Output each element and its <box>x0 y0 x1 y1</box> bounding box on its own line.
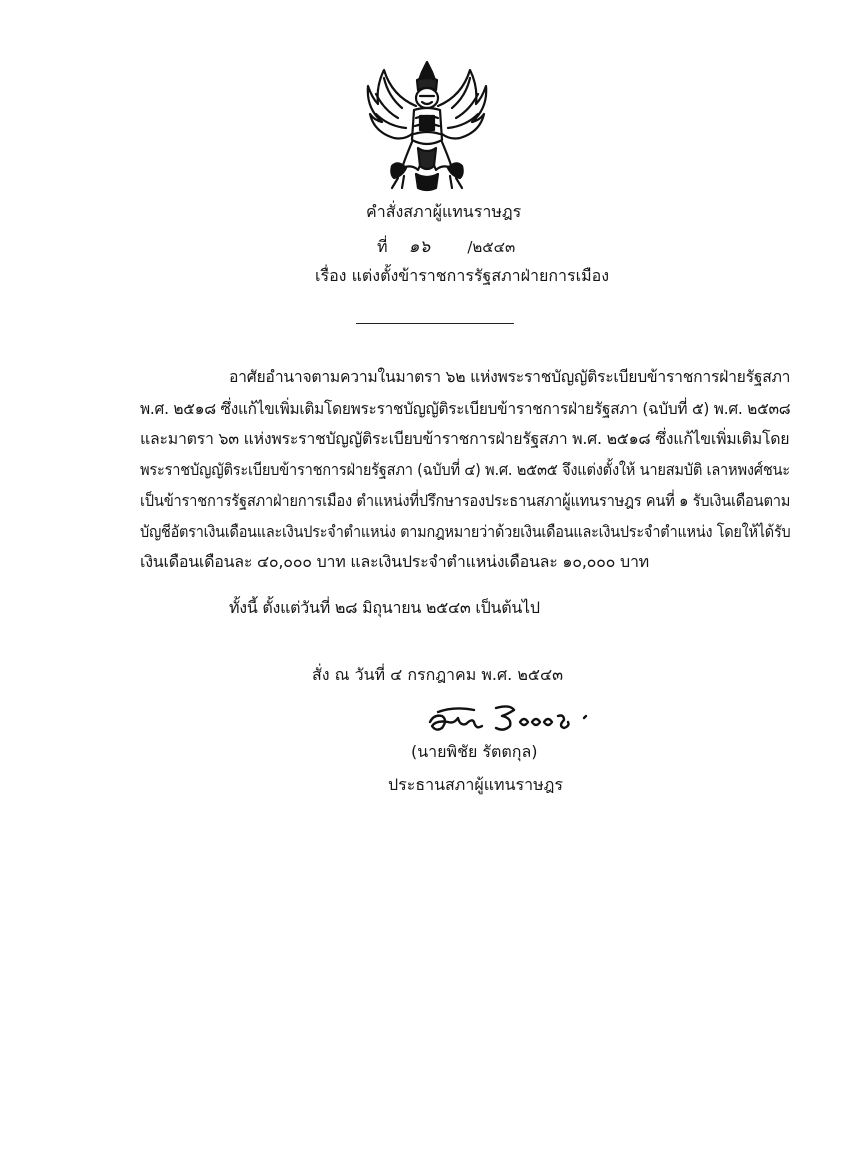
handwritten-signature <box>424 700 594 740</box>
garuda-emblem <box>362 56 492 196</box>
order-year: /๒๕๔๓ <box>467 238 516 256</box>
paragraph-line-3: และมาตรา ๖๓ แห่งพระราชบัญญัติระเบียบข้าราชการฝ่ายรัฐสภา พ.ศ. ๒๕๑๘ ซึ่งแก้ไขเพิ่มเติมโดย <box>140 429 790 448</box>
paragraph-line-7: เงินเดือนเดือนละ ๔๐,๐๐๐ บาท และเงินประจำตำแหน่งเดือนละ ๑๐,๐๐๐ บาท <box>140 552 649 571</box>
order-number: ๑๖ <box>408 237 431 257</box>
order-date: สั่ง ณ วันที่ ๔ กรกฎาคม พ.ศ. ๒๕๔๓ <box>312 665 564 684</box>
paragraph-line-2: พ.ศ. ๒๕๑๘ ซึ่งแก้ไขเพิ่มเติมโดยพระราชบัญญัติระเบียบข้าราชการฝ่ายรัฐสภา (ฉบับที่ ๕) พ.ศ. ๒๕๓๘ <box>140 399 791 418</box>
signatory-name: (นายพิชัย รัตตกุล) <box>411 742 538 761</box>
paragraph-line-5: เป็นข้าราชการรัฐสภาฝ่ายการเมือง ตำแหน่งที่ปรึกษารองประธานสภาผู้แทนราษฎร คนที่ ๑ รับเงินเดือนตาม <box>140 491 791 510</box>
signatory-title: ประธานสภาผู้แทนราษฎร <box>388 775 563 794</box>
paragraph-line-1: อาศัยอำนาจตามความในมาตรา ๖๒ แห่งพระราชบัญญัติระเบียบข้าราชการฝ่ายรัฐสภา <box>229 367 791 386</box>
order-number-line <box>377 236 515 258</box>
header-divider <box>356 323 514 324</box>
document-title: คำสั่งสภาผู้แทนราษฎร <box>366 202 522 221</box>
paragraph-line-6: บัญชีอัตราเงินเดือนและเงินประจำตำแหน่ง ตามกฎหมายว่าด้วยเงินเดือนและเงินประจำตำแหน่ง โดยให้ได้รับ <box>140 522 791 541</box>
effective-date: ทั้งนี้ ตั้งแต่วันที่ ๒๘ มิถุนายน ๒๕๔๓ เป็นต้นไป <box>229 598 540 617</box>
paragraph-line-4: พระราชบัญญัติระเบียบข้าราชการฝ่ายรัฐสภา (ฉบับที่ ๔) พ.ศ. ๒๕๓๕ จึงแต่งตั้งให้ นายสมบัติ เลาหพงศ์ชนะ <box>140 460 790 479</box>
order-prefix: ที่ <box>377 237 388 256</box>
subject-line: เรื่อง แต่งตั้งข้าราชการรัฐสภาฝ่ายการเมือง <box>315 266 610 285</box>
